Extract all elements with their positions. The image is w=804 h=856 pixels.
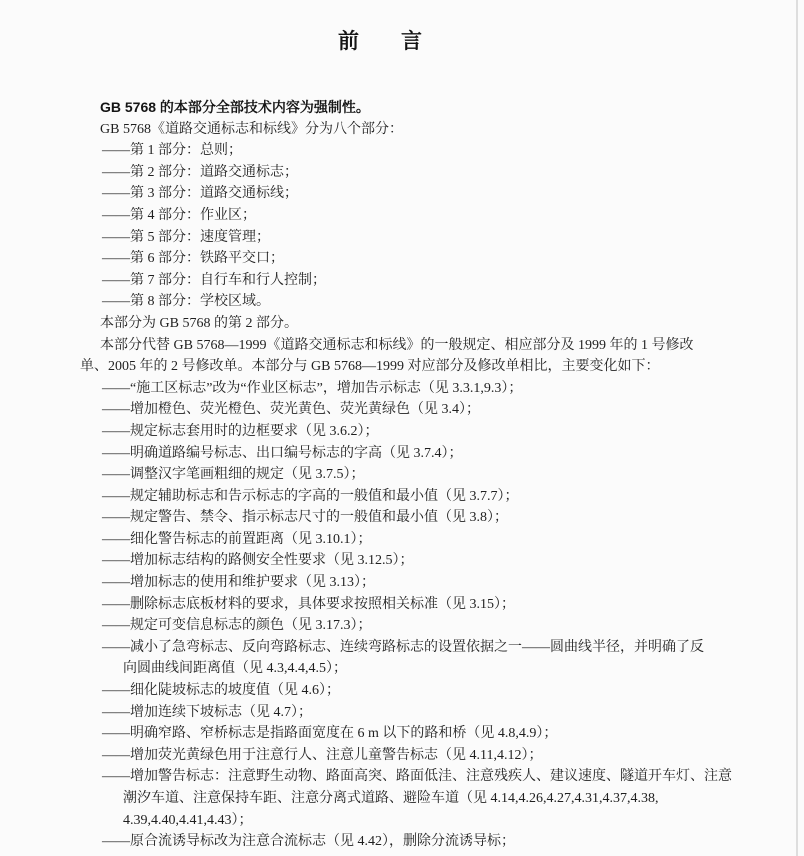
text-line: ——规定可变信息标志的颜色（见 3.17.3）； <box>102 618 372 634</box>
text-line: ——明确道路编号标志、出口编号标志的字高（见 3.7.4）； <box>102 445 463 461</box>
text-line: ——第 7 部分：自行车和行人控制； <box>102 272 326 288</box>
text-line: ——减小了急弯标志、反向弯路标志、连续弯路标志的设置依据之一——圆曲线半径，并明确了反 <box>102 639 704 655</box>
text-line: ——第 2 部分：道路交通标志； <box>102 164 298 180</box>
text-line: ——细化警告标志的前置距离（见 3.10.1）； <box>102 531 372 547</box>
scan-edge-line <box>796 0 798 856</box>
text-line: ——明确窄路、窄桥标志是指路面宽度在 6 m 以下的路和桥（见 4.8,4.9）； <box>102 726 558 742</box>
text-line: 潮汐车道、注意保持车距、注意分离式道路、避险车道（见 4.14,4.26,4.27,4.31,4.37,4.38, <box>123 791 659 806</box>
text-line: 本部分为 GB 5768 的第 2 部分。 <box>100 315 298 331</box>
text-line: ——细化陡坡标志的坡度值（见 4.6）； <box>102 683 340 699</box>
text-line: ——第 4 部分：作业区； <box>102 207 256 223</box>
foreword-title: 前 言 <box>338 30 422 53</box>
text-line: ——“施工区标志”改为“作业区标志”，增加告示标志（见 3.3.1,9.3）； <box>102 380 523 396</box>
text-line: ——第 6 部分：铁路平交口； <box>102 251 284 267</box>
text-line: ——第 8 部分：学校区域。 <box>102 294 270 310</box>
text-line: ——原合流诱导标改为注意合流标志（见 4.42），删除分流诱导标； <box>102 834 515 850</box>
text-line: GB 5768 的本部分全部技术内容为强制性。 <box>100 99 370 115</box>
text-line: ——规定警告、禁令、指示标志尺寸的一般值和最小值（见 3.8）； <box>102 510 508 526</box>
text-line: GB 5768《道路交通标志和标线》分为八个部分： <box>100 121 403 137</box>
text-line: ——增加连续下坡标志（见 4.7）； <box>102 704 312 720</box>
text-line: ——增加警告标志：注意野生动物、路面高突、路面低洼、注意残疾人、建议速度、隧道开车灯、注意 <box>102 769 732 785</box>
text-line: ——增加标志的使用和维护要求（见 3.13）； <box>102 575 375 591</box>
text-line: ——第 3 部分：道路交通标线； <box>102 186 298 202</box>
text-line: 本部分代替 GB 5768—1999《道路交通标志和标线》的一般规定、相应部分及 1999 年的 1 号修改 <box>100 337 694 353</box>
text-line: ——规定标志套用时的边框要求（见 3.6.2）； <box>102 423 379 439</box>
text-line: ——第 1 部分：总则； <box>102 143 242 159</box>
text-line: ——规定辅助标志和告示标志的字高的一般值和最小值（见 3.7.7）； <box>102 488 519 504</box>
text-line: 4.39,4.40,4.41,4.43）； <box>123 812 253 828</box>
text-line: ——删除标志底板材料的要求，具体要求按照相关标准（见 3.15）； <box>102 596 515 612</box>
text-line: ——增加橙色、荧光橙色、荧光黄色、荧光黄绿色（见 3.4）； <box>102 402 480 418</box>
text-line: 向圆曲线间距离值（见 4.3,4.4,4.5）； <box>123 661 347 677</box>
text-line: ——调整汉字笔画粗细的规定（见 3.7.5）； <box>102 467 365 483</box>
text-line: 单、2005 年的 2 号修改单。本部分与 GB 5768—1999 对应部分及修改单相比，主要变化如下： <box>80 359 660 375</box>
document-body <box>0 97 804 853</box>
text-line: ——增加标志结构的路侧安全性要求（见 3.12.5）； <box>102 553 414 569</box>
text-line: ——增加荧光黄绿色用于注意行人、注意儿童警告标志（见 4.11,4.12）； <box>102 747 543 763</box>
text-line: ——第 5 部分：速度管理； <box>102 229 270 245</box>
